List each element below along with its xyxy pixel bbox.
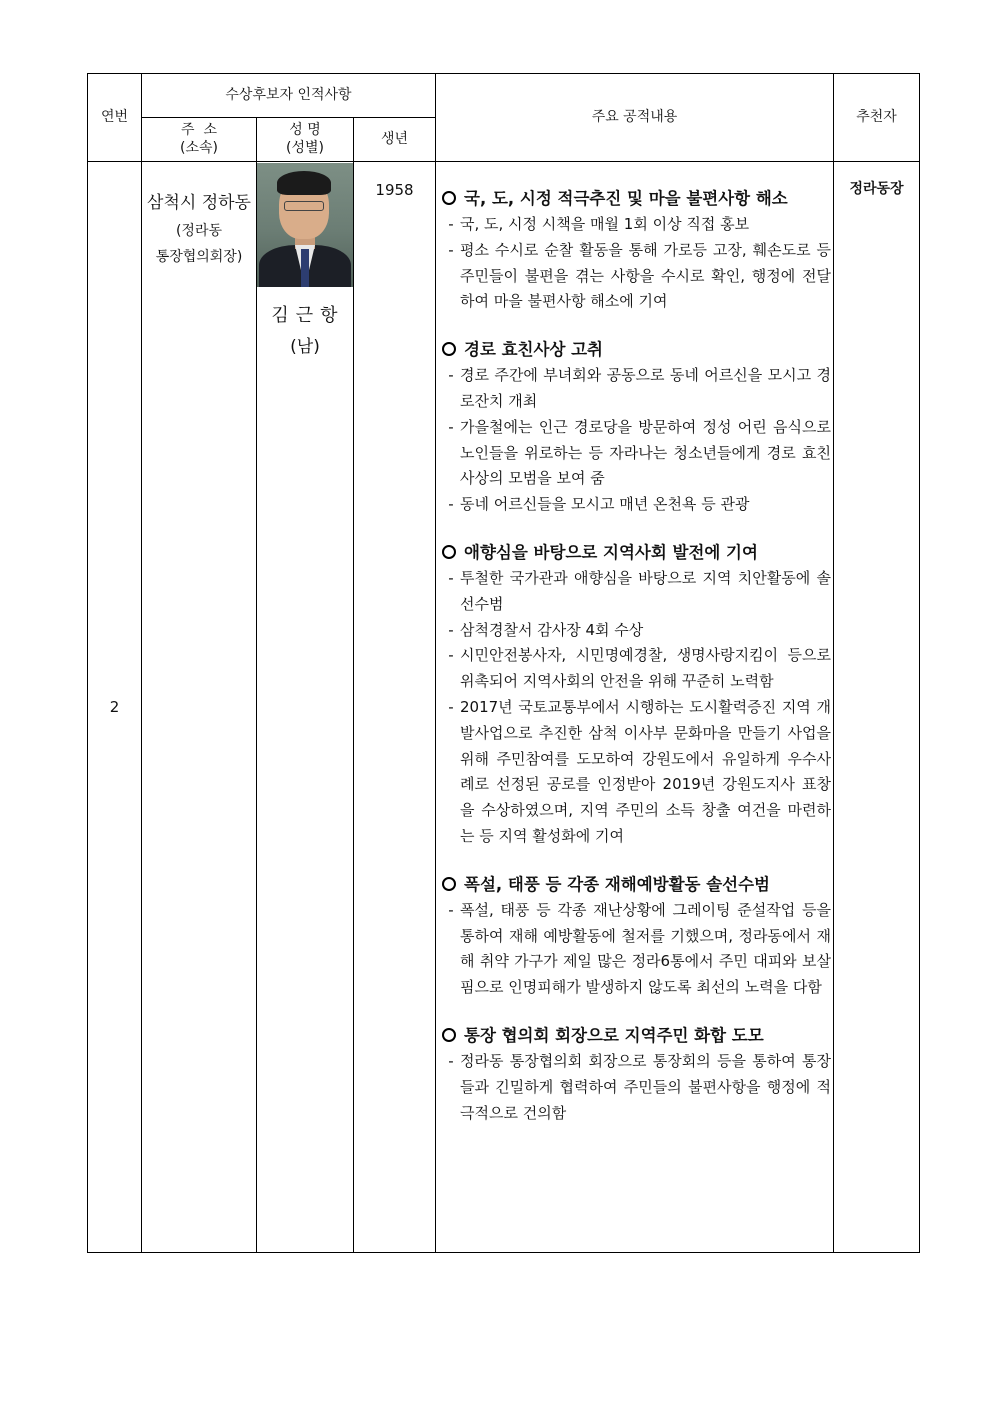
achievement-section [442,540,831,850]
address-org-line2: 통장협의회장) [155,249,243,265]
candidate-table [87,73,920,1253]
header-address-line2: (소속) [180,139,218,156]
row-achievements [436,162,834,1253]
list-item: - 투철한 국가관과 애향심을 바탕으로 지역 치안활동에 솔선수범 [448,568,831,613]
circle-bullet-icon [442,191,456,205]
section-title: 폭설, 태풍 등 각종 재해예방활동 솔선수범 [464,874,770,894]
list-item: - 국, 도, 시정 시책을 매월 1회 이상 직접 홍보 [448,215,750,233]
section-title: 경로 효친사상 고취 [464,340,604,360]
header-name [257,118,354,162]
header-achievements: 주요 공적내용 [436,74,834,162]
list-item: - 폭설, 태풍 등 각종 재난상황에 그레이팅 준설작업 등을 통하여 재해 예방활동에 철저를 기했으며, 정라동에서 재해 취약 가구가 제일 많은 정라6통에서 주민 대피와 보살핌으로 인명피해가 발생하지 않도록 최선의 노력을 다함 [448,900,831,997]
header-name-line1: 성 명 [289,122,321,138]
row-name [257,162,354,1253]
section-title: 애향심을 바탕으로 지역사회 발전에 기여 [464,542,758,562]
header-name-line2: (성별) [286,139,324,156]
row-serial: 2 [88,162,142,1253]
award-candidate-sheet [87,73,919,1253]
section-title: 통장 협의회 회장으로 지역주민 화합 도모 [464,1025,764,1045]
achievement-section [442,1023,831,1126]
achievement-section [442,872,831,1001]
candidate-name: 김근항 [271,305,345,326]
list-item: - 경로 주간에 부녀회와 공동으로 동네 어르신을 모시고 경로잔치 개최 [448,366,831,410]
list-item: - 삼척경찰서 감사장 4회 수상 [448,620,644,639]
header-address [142,118,257,162]
candidate-gender: (남) [290,337,320,357]
table-row [88,162,920,1253]
address-main: 삼척시 정하동 [147,193,251,213]
header-candidate-info: 수상후보자 인적사항 [142,74,436,118]
address-org-line1: (정라동 [175,223,223,239]
circle-bullet-icon [442,342,456,356]
header-birth-year: 생년 [354,118,436,162]
list-item: - 가을철에는 인근 경로당을 방문하여 정성 어린 음식으로 노인들을 위로하는 등 자라나는 청소년들에게 경로 효친 사상의 모범을 보여 줌 [448,417,831,488]
section-title: 국, 도, 시정 적극추진 및 마을 불편사항 해소 [464,189,788,208]
portrait-photo-icon [257,163,353,287]
list-item: - 정라동 통장협의회 회장으로 통장회의 등을 통하여 통장들과 긴밀하게 협력하여 주민들의 불편사항을 행정에 적극적으로 건의함 [448,1051,831,1122]
header-serial: 연번 [88,74,142,162]
header-recommender: 추천자 [834,74,920,162]
circle-bullet-icon [442,545,456,559]
row-birth-year: 1958 [354,162,436,1253]
row-address [142,162,257,1253]
list-item: - 2017년 국토교통부에서 시행하는 도시활력증진 지역 개발사업으로 추진한 삼척 이사부 문화마을 만들기 사업을 위해 주민참여를 도모하여 강원도에서 유일하게 우수사례로 선정된 공로를 인정받아 2019년 강원도지사 표창을 수상하였으며, 지역 주민의 소득 창출 여건을 마련하는 등 지역 활성화에 기여 [448,697,831,845]
achievement-section [442,186,831,315]
header-address-line1: 주 소 [181,122,217,138]
row-recommender: 정라동장 [834,162,920,1253]
circle-bullet-icon [442,877,456,891]
list-item: - 시민안전봉사자, 시민명예경찰, 생명사랑지킴이 등으로 위촉되어 지역사회의 안전을 위해 꾸준히 노력함 [448,646,831,691]
circle-bullet-icon [442,1028,456,1042]
list-item: - 평소 수시로 순찰 활동을 통해 가로등 고장, 훼손도로 등 주민들이 불편을 겪는 사항을 수시로 확인, 행정에 전달하여 마을 불편사항 해소에 기여 [448,240,831,311]
list-item: - 동네 어르신들을 모시고 매년 온천욕 등 관광 [448,495,750,514]
achievement-section [442,337,831,518]
